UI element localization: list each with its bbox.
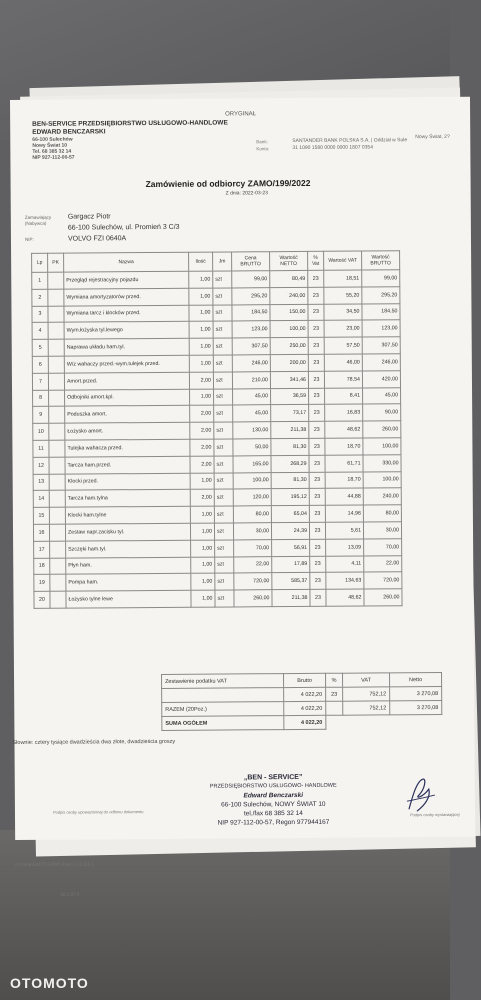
place-date: Nowy Świat, 2? — [415, 133, 450, 141]
row-vat: 78,54 — [324, 371, 362, 388]
row-vat-pct: 23 — [309, 455, 325, 472]
row-gross: 45,00 — [363, 387, 401, 404]
row-name: Odbojniki amort.kpl. — [65, 389, 190, 407]
row-net: 100,00 — [270, 321, 308, 338]
items-body — [32, 270, 402, 608]
items-header-row — [32, 251, 400, 273]
site-watermark: OTOMOTO — [10, 975, 89, 991]
issuer-signature-label: Podpis osoby wystawiającej — [409, 811, 460, 818]
row-name: Zestaw napr.zacisku tyl. — [65, 523, 190, 541]
row-net: 240,00 — [270, 287, 308, 304]
row-price: 22,00 — [234, 556, 272, 573]
row-pk — [49, 440, 65, 457]
row-price: 260,00 — [234, 590, 272, 607]
row-lp: 18 — [34, 558, 50, 575]
row-net: 200,00 — [270, 354, 308, 371]
row-unit: szt — [213, 338, 232, 355]
row-vat: 55,20 — [324, 287, 362, 304]
row-price: 307,50 — [232, 338, 270, 355]
row-gross: 307,50 — [362, 337, 400, 354]
vat-row-netto: 3 270,08 — [390, 687, 442, 701]
document-title: Zamówienie od odbiorcy ZAMO/199/2022 — [145, 177, 311, 190]
row-name: Wymiana tarcz i klocków przed. — [64, 305, 189, 323]
row-lp: 2 — [32, 289, 48, 306]
row-pk — [48, 289, 64, 306]
row-qty: 1,00 — [191, 540, 215, 557]
col-net: Wartość NETTO — [270, 251, 308, 270]
row-net: 24,39 — [271, 522, 309, 539]
row-qty: 1,00 — [189, 355, 213, 372]
row-name: Tulejka wahacza przed. — [65, 439, 190, 457]
row-pk — [50, 591, 66, 608]
stamp-line1: „BEN - SERVICE” — [243, 773, 303, 782]
row-pk — [48, 356, 64, 373]
row-price: 295,20 — [232, 287, 270, 304]
row-vat-pct: 23 — [310, 589, 326, 606]
row-qty: 1,00 — [191, 557, 215, 574]
row-vat-pct: 23 — [309, 421, 325, 438]
vat-col-pct: % — [326, 673, 343, 687]
col-name: Nazwa — [64, 252, 189, 272]
row-vat-pct: 23 — [308, 287, 324, 304]
row-price: 100,00 — [233, 472, 271, 489]
row-qty: 2,00 — [189, 372, 213, 389]
row-unit: szt — [214, 456, 233, 473]
row-net: 81,30 — [271, 438, 309, 455]
row-name: Klocki przed. — [65, 473, 190, 491]
row-price: 165,00 — [233, 455, 271, 472]
row-lp: 1 — [32, 272, 48, 289]
row-unit: szt — [215, 556, 234, 573]
row-vat: 4,11 — [326, 556, 364, 573]
row-vat: 48,62 — [325, 421, 363, 438]
suma-empty — [326, 715, 442, 730]
row-unit: szt — [214, 405, 233, 422]
row-pk — [48, 373, 64, 390]
razem-vat: 752,12 — [343, 701, 390, 715]
row-vat: 8,41 — [325, 388, 363, 405]
razem-label: RAZEM (20Poz.) — [162, 702, 284, 717]
row-lp: 13 — [33, 474, 49, 491]
stamp-line5: tel./fax 68 385 32 14 — [243, 809, 303, 818]
company-owner: EDWARD BENCZARSKI — [32, 128, 106, 136]
col-vat-pct: % Vat — [308, 251, 324, 270]
row-gross: 260,00 — [363, 421, 401, 438]
row-vat-pct: 23 — [308, 321, 324, 338]
row-vat-pct: 23 — [309, 388, 325, 405]
stamp-line3: Edward Benczarski — [243, 791, 304, 800]
row-unit: szt — [215, 573, 234, 590]
row-vat-pct: 23 — [309, 438, 325, 455]
row-price: 45,00 — [233, 388, 271, 405]
suma-label: SUMA OGÓŁEM — [162, 716, 284, 731]
row-vat-pct: 23 — [309, 522, 325, 539]
row-name: Pompa ham. — [66, 574, 191, 592]
vat-row-pct: 23 — [326, 687, 343, 701]
row-gross: 123,00 — [362, 320, 400, 337]
table-row — [34, 589, 402, 608]
receiver-signature-label: Podpis osoby upoważnionej do odbioru dokumentu — [52, 809, 144, 815]
row-gross: 260,00 — [364, 589, 402, 606]
row-vat-pct: 23 — [310, 539, 326, 556]
row-lp: 14 — [33, 491, 49, 508]
bank-labels — [256, 138, 269, 152]
vat-col-netto: Netto — [390, 673, 442, 687]
row-net: 36,59 — [271, 388, 309, 405]
vat-row-vat: 752,12 — [343, 687, 390, 701]
row-lp: 20 — [34, 591, 50, 608]
col-vat: Wartość VAT — [324, 251, 362, 270]
row-pk — [48, 339, 64, 356]
row-name: Płyn ham. — [66, 557, 191, 575]
row-name: Poduszka amort. — [65, 406, 190, 424]
row-net: 65,04 — [271, 506, 309, 523]
row-vat: 16,83 — [325, 404, 363, 421]
handwritten-signature — [403, 775, 439, 815]
row-net: 81,30 — [271, 472, 309, 489]
row-unit: szt — [213, 372, 232, 389]
row-vat-pct: 23 — [309, 405, 325, 422]
row-unit: szt — [213, 321, 232, 338]
software-footer: (c) Stransoft PCSIZMS Ewa v.3.1.111.1 — [15, 861, 94, 867]
row-gross: 420,00 — [362, 371, 400, 388]
company-stamp — [210, 773, 337, 828]
row-price: 30,00 — [233, 523, 271, 540]
buyer-block — [68, 211, 180, 245]
row-vat-pct: 23 — [308, 338, 324, 355]
row-qty: 1,00 — [190, 523, 214, 540]
row-unit: szt — [214, 473, 233, 490]
buyer-address: 66-100 Sulechów, ul. Promień 3 C/3 — [67, 223, 180, 232]
row-vat-pct: 23 — [308, 270, 324, 287]
row-price: 120,00 — [233, 489, 271, 506]
row-lp: 9 — [33, 407, 49, 424]
row-qty: 1,00 — [190, 473, 214, 490]
vat-col-brutto: Brutto — [284, 673, 326, 687]
row-vat: 34,50 — [324, 304, 362, 321]
row-lp: 4 — [32, 323, 48, 340]
suma-value: 4 022,20 — [284, 715, 326, 729]
row-unit: szt — [214, 506, 233, 523]
row-unit: szt — [214, 439, 233, 456]
row-unit: szt — [214, 389, 233, 406]
bank-account: 31 1090 1580 0000 0000 1807 0354 — [292, 144, 374, 152]
row-vat-pct: 23 — [309, 489, 325, 506]
row-pk — [49, 407, 65, 424]
stamp-line2: PRZEDSIĘBIORSTWO USŁUGOWO- HANDLOWE — [209, 782, 337, 790]
row-lp: 17 — [34, 541, 50, 558]
row-lp: 16 — [33, 524, 49, 541]
buyer-label: Zamawiający — [24, 214, 52, 220]
row-vat: 5,61 — [325, 522, 363, 539]
row-pk — [50, 558, 66, 575]
buyer-name: Gargacz Piotr — [67, 213, 111, 221]
row-gross: 100,00 — [363, 471, 401, 488]
row-net: 250,00 — [270, 338, 308, 355]
company-nip: NIP 927-112-00-57 — [32, 154, 75, 161]
row-vat: 18,70 — [325, 438, 363, 455]
company-address-city: 66-100 Sulechów — [32, 136, 73, 143]
row-net: 195,12 — [271, 489, 309, 506]
col-unit: Jm — [213, 252, 232, 271]
buyer-labels — [25, 215, 51, 243]
row-gross: 90,00 — [363, 404, 401, 421]
items-table — [31, 250, 402, 609]
row-pk — [49, 474, 65, 491]
row-unit: szt — [213, 288, 232, 305]
row-qty: 1,00 — [189, 338, 213, 355]
row-pk — [49, 390, 65, 407]
row-vat: 18,51 — [324, 270, 362, 287]
row-name: Łożysko amort. — [65, 422, 190, 440]
konto-label: Konto: — [256, 146, 270, 152]
row-qty: 2,00 — [190, 405, 214, 422]
row-pk — [48, 306, 64, 323]
suma-row — [162, 715, 442, 731]
row-vat-pct: 23 — [310, 556, 326, 573]
row-gross: 720,00 — [364, 572, 402, 589]
row-qty: 2,00 — [190, 456, 214, 473]
row-vat: 23,00 — [324, 320, 362, 337]
row-lp: 10 — [33, 423, 49, 440]
row-vat: 46,00 — [324, 354, 362, 371]
row-qty: 1,00 — [189, 288, 213, 305]
razem-netto: 3 270,08 — [390, 701, 442, 715]
row-vat: 44,88 — [325, 488, 363, 505]
row-net: 56,91 — [272, 539, 310, 556]
stamp-line6: NIP 927-112-00-57, Regon 977944167 — [217, 818, 330, 827]
row-net: 80,49 — [270, 270, 308, 287]
row-price: 123,00 — [232, 321, 270, 338]
col-price: Cena BRUTTO — [232, 252, 270, 271]
row-net: 150,00 — [270, 304, 308, 321]
row-pk — [49, 423, 65, 440]
company-address-street: Nowy Świat 10 — [32, 142, 68, 149]
row-price: 80,00 — [233, 506, 271, 523]
row-qty: 1,00 — [189, 305, 213, 322]
row-vat-pct: 23 — [308, 354, 324, 371]
razem-brutto: 4 022,20 — [284, 701, 326, 715]
row-name: W/z wahaczy przed.-wym.tulejek przed. — [64, 355, 189, 373]
col-lp: Lp — [32, 253, 48, 272]
row-lp: 12 — [33, 457, 49, 474]
row-net: 341,46 — [270, 371, 308, 388]
row-lp: 7 — [32, 373, 48, 390]
row-lp: 15 — [33, 507, 49, 524]
row-gross: 295,20 — [362, 287, 400, 304]
col-gross: Wartość BRUTTO — [362, 251, 400, 270]
row-name: Wym.łożyska tyl.lewego — [64, 322, 189, 340]
row-price: 720,00 — [234, 573, 272, 590]
row-vat: 18,70 — [325, 472, 363, 489]
bank-details — [292, 137, 407, 152]
row-name: Amort.przed. — [64, 372, 189, 390]
row-net: 585,37 — [272, 573, 310, 590]
col-pk: PK — [48, 253, 64, 272]
row-qty: 1,00 — [189, 321, 213, 338]
row-name: Naprawa układu ham.tyl. — [64, 338, 189, 356]
vat-col-vat: VAT — [343, 673, 390, 687]
row-qty: 1,00 — [190, 506, 214, 523]
row-net: 211,38 — [272, 590, 310, 607]
row-lp: 5 — [32, 339, 48, 356]
row-pk — [50, 541, 66, 558]
row-lp: 3 — [32, 306, 48, 323]
row-unit: szt — [215, 590, 234, 607]
col-qty: Ilość — [189, 252, 213, 271]
company-name: BEN-SERVICE PRZEDSIĘBIORSTWO USŁUGOWO-HANDLOWE — [32, 119, 228, 128]
vehicle: VOLVO FZI 0640A — [67, 235, 127, 243]
row-pk — [49, 507, 65, 524]
row-qty: 2,00 — [190, 489, 214, 506]
company-phone: Tel. 68 385 32 14 — [32, 148, 72, 155]
row-gross: 70,00 — [364, 539, 402, 556]
row-name: Tarcza ham.przed. — [65, 456, 190, 474]
row-gross: 246,00 — [362, 354, 400, 371]
row-name: Wymiana amortyzatorów przed. — [64, 288, 189, 306]
bank-name: SANTANDER BANK POLSKA S.A. | Oddział w Sule — [292, 137, 408, 145]
row-pk — [49, 490, 65, 507]
row-vat-pct: 23 — [309, 505, 325, 522]
row-unit: szt — [214, 523, 233, 540]
vat-row-brutto: 4 022,20 — [284, 687, 326, 701]
row-qty: 2,00 — [190, 422, 214, 439]
row-vat: 57,50 — [324, 337, 362, 354]
row-price: 50,00 — [233, 439, 271, 456]
bank-label: Bank: — [256, 139, 268, 145]
row-name: Klocki ham.tylne — [65, 506, 190, 524]
stamp-line4: 66-100 Sulechów, NOWY ŚWIAT 10 — [221, 800, 326, 809]
row-qty: 1,00 — [190, 389, 214, 406]
vat-row-label — [162, 688, 284, 703]
row-price: 184,50 — [232, 304, 270, 321]
row-vat: 14,96 — [325, 505, 363, 522]
row-pk — [49, 457, 65, 474]
row-vat-pct: 23 — [308, 371, 324, 388]
row-price: 70,00 — [234, 539, 272, 556]
row-lp: 8 — [33, 390, 49, 407]
vat-summary-table — [161, 672, 442, 731]
row-unit: szt — [213, 305, 232, 322]
row-qty: 1,00 — [191, 590, 215, 607]
row-vat: 13,09 — [326, 539, 364, 556]
row-qty: 1,00 — [191, 573, 215, 590]
vat-summary-title: Zestawienie podatku VAT — [162, 674, 284, 689]
row-vat: 48,62 — [326, 589, 364, 606]
row-vat-pct: 23 — [308, 304, 324, 321]
row-gross: 30,00 — [363, 522, 401, 539]
row-gross: 22,00 — [364, 555, 402, 572]
original-label: ORYGINAŁ — [225, 111, 257, 118]
row-price: 99,00 — [232, 271, 270, 288]
buyer-sublabel: (Nabywca) — [24, 220, 47, 226]
row-name: Tarcza ham.tylna — [65, 490, 190, 508]
amount-in-words: Słownie: cztery tysiące dwadzieścia dwa złote, dwadzieścia groszy — [12, 738, 176, 746]
row-name: Łożysko tylne lewe — [66, 590, 191, 608]
row-net: 73,17 — [271, 405, 309, 422]
row-unit: szt — [213, 271, 232, 288]
row-net: 17,89 — [272, 556, 310, 573]
row-vat: 134,63 — [326, 572, 364, 589]
row-net: 268,29 — [271, 455, 309, 472]
row-price: 130,00 — [233, 422, 271, 439]
row-gross: 330,00 — [363, 455, 401, 472]
row-pk — [49, 524, 65, 541]
row-gross: 240,00 — [363, 488, 401, 505]
row-name: Przegląd rejestracyjny pojazdu — [64, 271, 189, 289]
row-gross: 99,00 — [362, 270, 400, 287]
row-price: 246,00 — [232, 355, 270, 372]
row-price: 45,00 — [233, 405, 271, 422]
document-date: Z dnia: 2022-03-23 — [225, 190, 268, 197]
row-unit: szt — [213, 355, 232, 372]
row-gross: 80,00 — [363, 505, 401, 522]
row-unit: szt — [214, 489, 233, 506]
razem-pct — [326, 701, 343, 715]
company-header — [32, 119, 228, 160]
row-price: 210,00 — [232, 371, 270, 388]
row-net: 211,38 — [271, 422, 309, 439]
row-gross: 100,00 — [363, 438, 401, 455]
row-unit: szt — [215, 540, 234, 557]
order-document — [10, 97, 475, 897]
row-vat-pct: 23 — [310, 573, 326, 590]
row-qty: 2,00 — [190, 439, 214, 456]
row-lp: 19 — [34, 575, 50, 592]
row-unit: szt — [214, 422, 233, 439]
row-lp: 6 — [32, 356, 48, 373]
row-pk — [48, 323, 64, 340]
row-vat-pct: 23 — [309, 472, 325, 489]
row-pk — [48, 272, 64, 289]
buyer-nip-label: NIP: — [24, 236, 34, 242]
row-gross: 184,50 — [362, 303, 400, 320]
footer-code: 52.1.97.0 — [60, 891, 80, 897]
row-pk — [50, 574, 66, 591]
row-lp: 11 — [33, 440, 49, 457]
row-vat: 61,71 — [325, 455, 363, 472]
row-qty: 1,00 — [189, 271, 213, 288]
row-name: Szczęki ham.tyl. — [66, 540, 191, 558]
